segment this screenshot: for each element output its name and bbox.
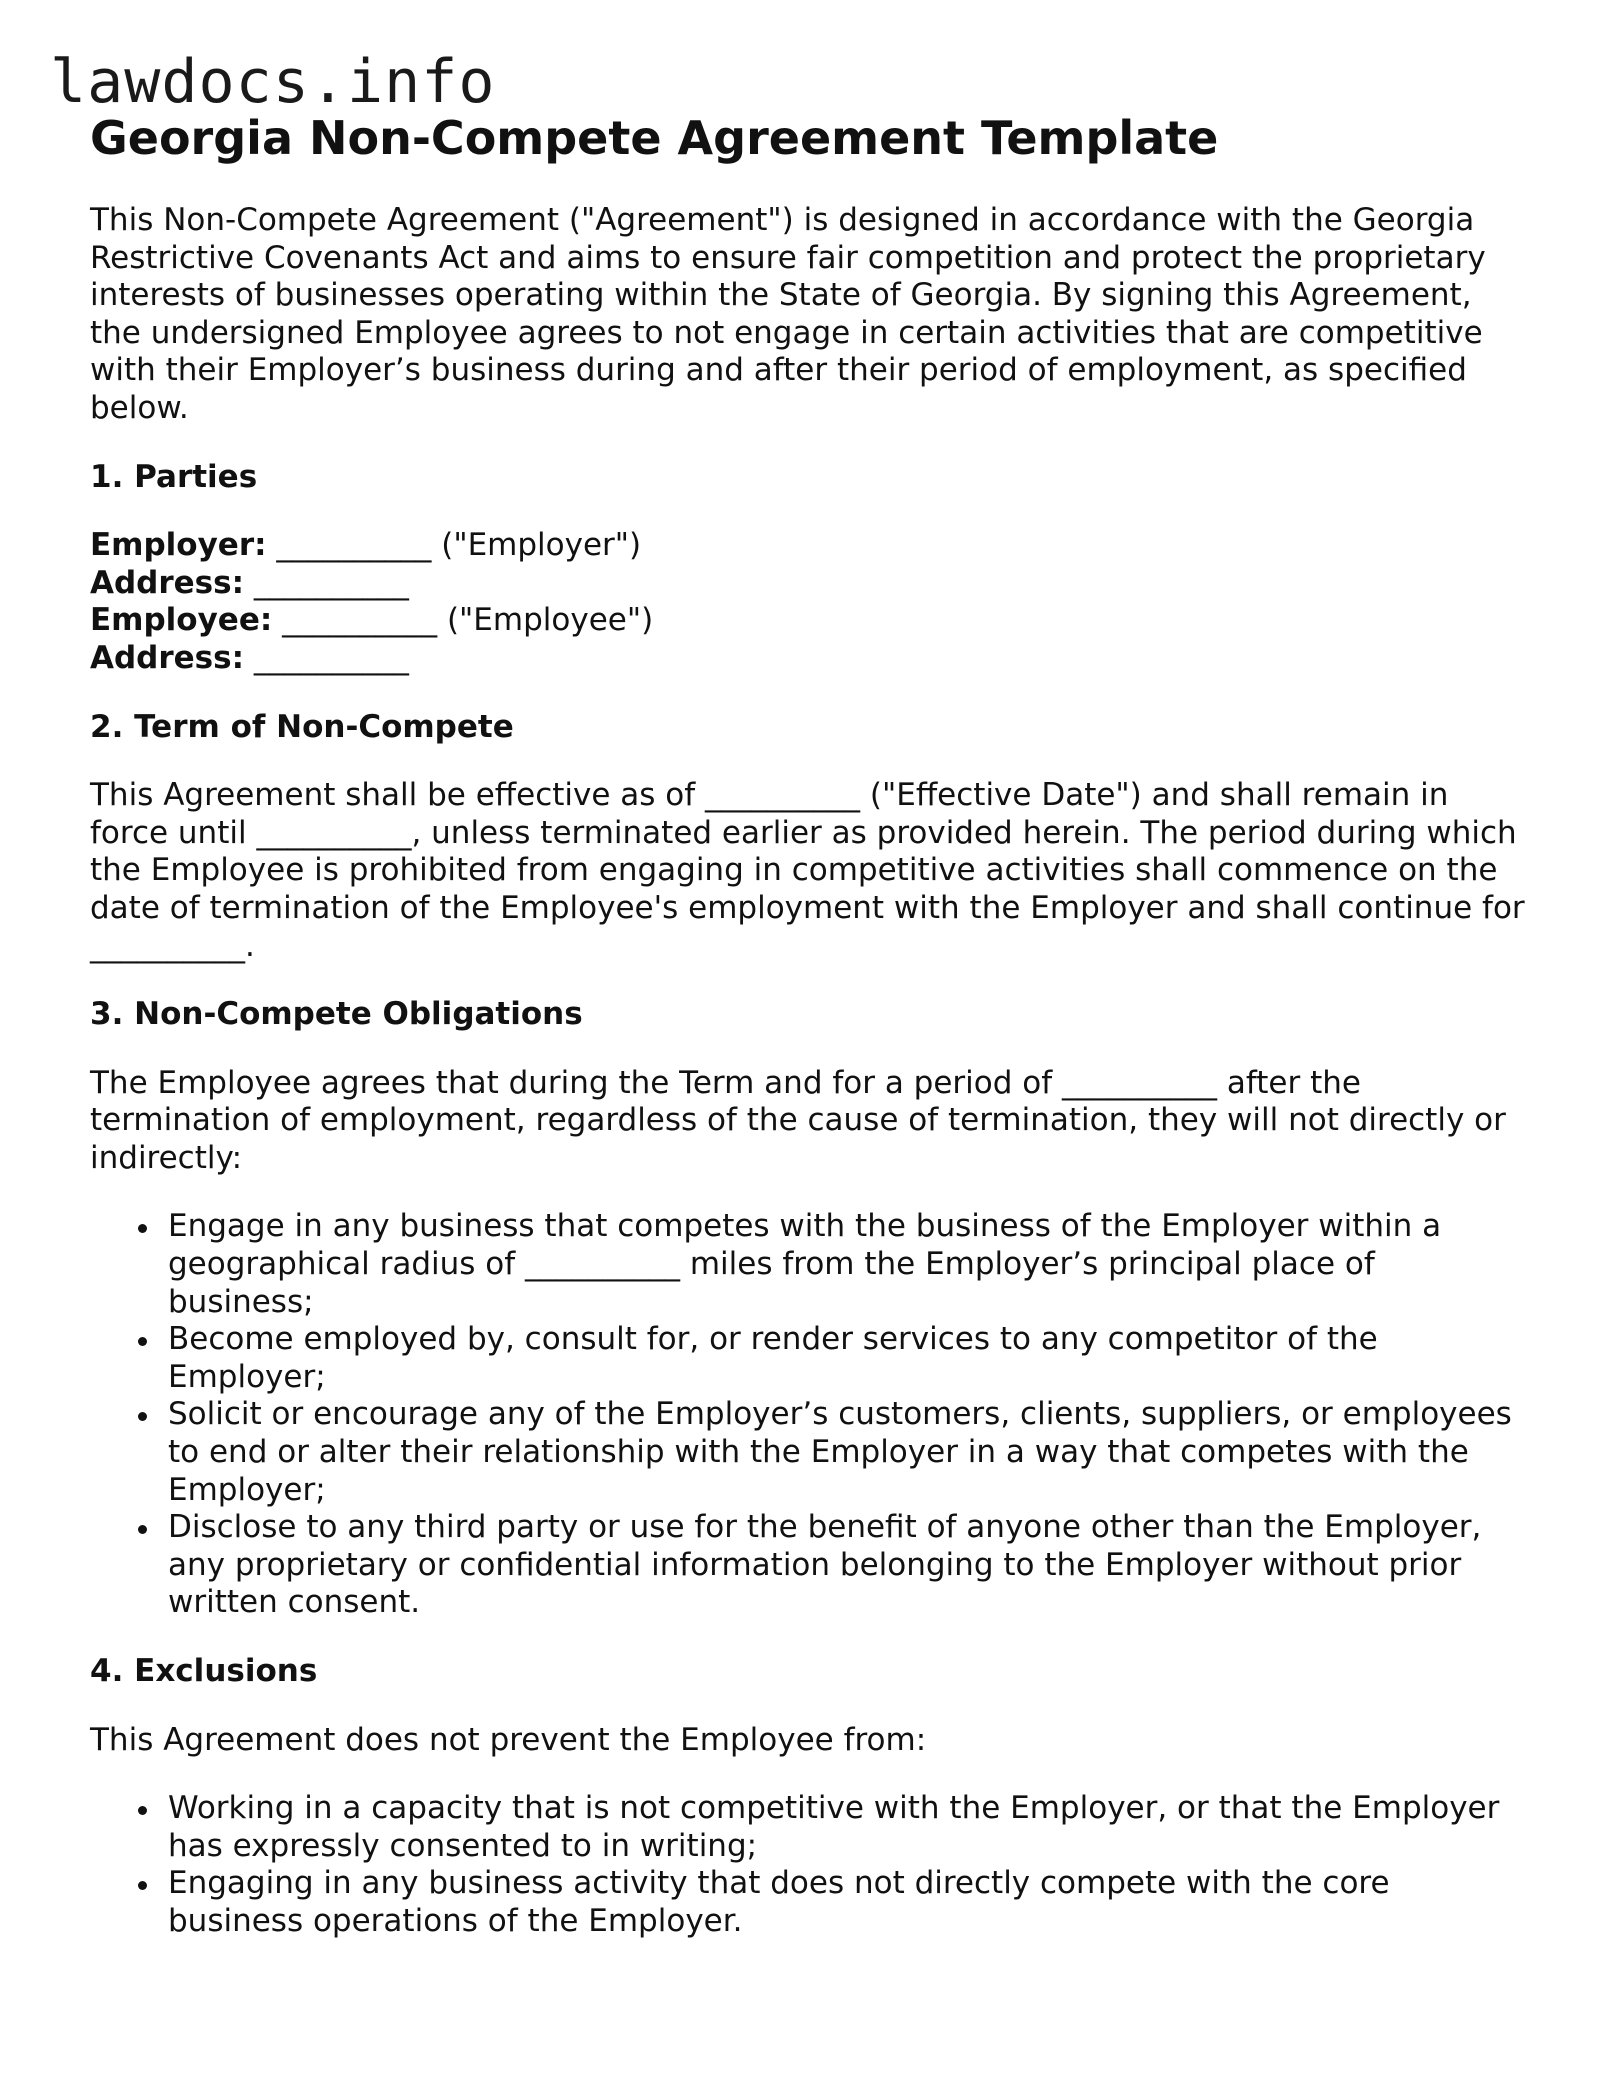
obligations-list: [90, 1208, 1530, 1622]
section-heading-obligations: 3. Non-Compete Obligations: [90, 996, 583, 1033]
document-body: [90, 110, 1530, 1972]
list-item: Engaging in any business activity that does not directly compete with the core business operations of the Employer.: [168, 1865, 1530, 1940]
list-item: Engage in any business that competes with the business of the Employer within a geographical radius of __________ miles from the Employer’s principal place of business;: [168, 1208, 1530, 1321]
list-item: Become employed by, consult for, or render services to any competitor of the Employer;: [168, 1321, 1530, 1396]
section-heading-exclusions: 4. Exclusions: [90, 1653, 318, 1689]
party-label: Address:: [90, 639, 244, 676]
party-line-employer-address: [90, 565, 1530, 603]
party-label: Employee:: [90, 602, 273, 639]
obligations-paragraph: The Employee agrees that during the Term and for a period of __________ after the termination of employment, regardless of the cause of termination, they will not directly or indirectly:: [90, 1064, 1506, 1176]
party-label: Employer:: [90, 527, 267, 564]
party-value: __________: [244, 564, 409, 601]
list-item: Solicit or encourage any of the Employer’s customers, clients, suppliers, or employees to end or alter their relationship with the Employer in a way that competes with the Employer;: [168, 1396, 1530, 1509]
party-value: __________ ("Employee"): [272, 602, 654, 639]
site-watermark: lawdocs.info: [50, 47, 496, 117]
section-heading-parties: 1. Parties: [90, 458, 258, 495]
exclusions-list: [90, 1790, 1530, 1940]
party-line-employer: [90, 527, 1530, 565]
list-item: Working in a capacity that is not competitive with the Employer, or that the Employer has expressly consented to in writing;: [168, 1790, 1530, 1865]
section-heading-term: 2. Term of Non-Compete: [90, 708, 514, 745]
party-label: Address:: [90, 564, 244, 601]
parties-block: [90, 527, 1530, 677]
exclusions-paragraph: This Agreement does not prevent the Employee from:: [90, 1721, 927, 1758]
party-line-employee: [90, 602, 1530, 640]
party-value: __________: [244, 639, 409, 676]
list-item: Disclose to any third party or use for the benefit of anyone other than the Employer, any proprietary or confidential information belonging to the Employer without prior written consent.: [168, 1509, 1530, 1622]
term-paragraph: This Agreement shall be effective as of __________ ("Effective Date") and shall remain in force until __________, unless terminated earlier as provided herein. The period during which the Employee is prohibited from engaging in competitive activities shall commence on the date of termination of the Employee's employment with the Employer and shall continue for __________.: [90, 777, 1525, 964]
page-title: Georgia Non-Compete Agreement Template: [90, 111, 1219, 165]
intro-paragraph: This Non-Compete Agreement ("Agreement") is designed in accordance with the Georgia Restrictive Covenants Act and aims to ensure fair competition and protect the proprietary interests of businesses operating within the State of Georgia. By signing this Agreement, the undersigned Employee agrees to not engage in certain activities that are competitive with their Employer’s business during and after their period of employment, as specified below.: [90, 202, 1486, 426]
party-line-employee-address: [90, 640, 1530, 678]
party-value: __________ ("Employer"): [266, 527, 642, 564]
